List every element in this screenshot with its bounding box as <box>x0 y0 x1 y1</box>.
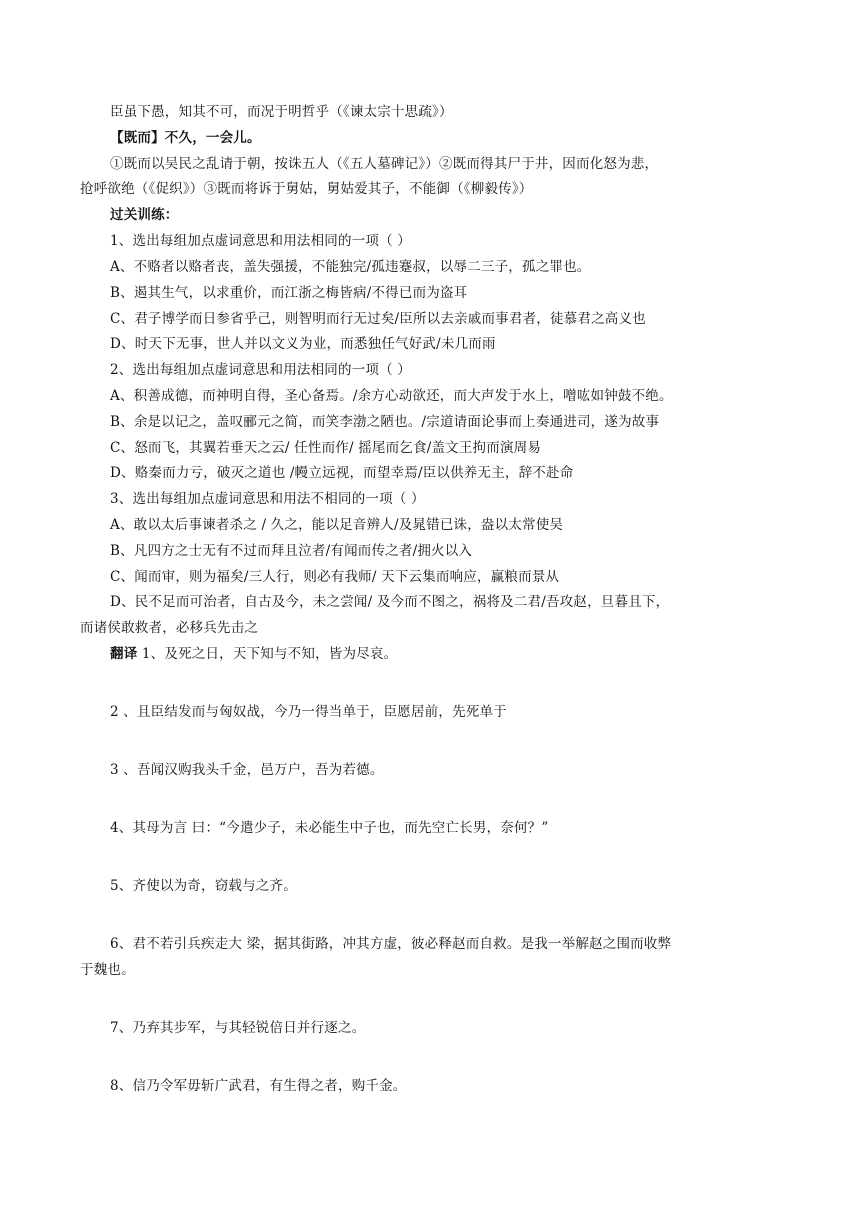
translation-item-6: 6、君不若引兵疾走大 梁，据其街路，冲其方虚，彼必释赵而自救。是我一举解赵之围而收弊 <box>110 936 672 952</box>
text-line: 抢呼欲绝（《促织》）③既而将诉于舅姑，舅姑爱其子，不能御（《柳毅传》） <box>80 181 533 197</box>
translation-item-8: 8、信乃令军毋斩广武君，有生得之者，购千金。 <box>110 1078 407 1094</box>
translation-item-1: 1、及死之日，天下知与不知，皆为尽哀。 <box>137 646 398 662</box>
option-c: C、君子博学而日参省乎己，则智明而行无过矣/臣所以去亲戚而事君者，徒慕君之高义也 <box>110 311 646 327</box>
translation-item-4: 4、其母为言 曰：“今遣少子，未必能生中子也，而先空亡长男，奈何？” <box>110 820 549 836</box>
option-a: A、积善成德，而神明自得，圣心备焉。/余方心动欲还，而大声发于水上，噌吰如钟鼓不绝。 <box>110 388 673 404</box>
question-3: 3、选出每组加点虚词意思和用法不相同的一项（ ） <box>110 491 425 507</box>
option-c: C、闻而审，则为福矣/三人行，则必有我师/ 天下云集而响应，赢粮而景从 <box>110 569 560 585</box>
option-b: B、遏其生气，以求重价，而江浙之梅皆病/不得已而为盗耳 <box>110 285 468 301</box>
translation-item-6-continued: 于魏也。 <box>80 962 135 978</box>
translation-item-3: 3 、吾闻汉购我头千金，邑万户，吾为若德。 <box>110 762 384 778</box>
translation-item-2: 2 、且臣结发而与匈奴战，今乃一得当单于，臣愿居前，先死单于 <box>110 704 507 720</box>
text-line: 臣虽下愚，知其不可，而况于明哲乎（《谏太宗十思疏》） <box>110 104 453 120</box>
option-b: B、余是以记之，盖叹郦元之简，而笑李渤之陋也。/宗道请面论事而上奏通进司，遂为故事 <box>110 414 660 430</box>
option-b: B、凡四方之士无有不过而拜且泣者/有闻而传之者/拥火以入 <box>110 543 473 559</box>
option-a: A、敢以太后事谏者杀之 / 久之，能以足音辨人/及晁错已诛，盎以太常使吴 <box>110 517 564 533</box>
translation-heading <box>110 645 397 663</box>
translation-label: 翻译 <box>110 646 138 662</box>
question-2: 2、选出每组加点虚词意思和用法相同的一项（ ） <box>110 362 411 378</box>
option-a: A、不赂者以赂者丧，盖失强援，不能独完/孤违蹇叔，以辱二三子，孤之罪也。 <box>110 259 591 275</box>
text-line: ①既而以吴民之乱请于朝，按诛五人（《五人墓碑记》）②既而得其尸于井，因而化怒为悲， <box>110 156 659 172</box>
translation-item-5: 5、齐使以为奇，窃载与之齐。 <box>110 878 297 894</box>
translation-item-7: 7、乃弃其步军，与其轻锐倍日并行逐之。 <box>110 1020 366 1036</box>
option-d: D、时天下无事，世人并以文义为业，而悉独任气好武/未几而雨 <box>110 336 496 352</box>
option-c: C、怒而飞，其翼若垂天之云/ 任性而作/ 摇尾而乞食/盖文王拘而演周易 <box>110 440 542 456</box>
option-d: D、赂秦而力亏，破灭之道也 /幔立远视，而望幸焉/臣以供养无主，辞不赴命 <box>110 465 574 481</box>
option-d: D、民不足而可治者，自古及今，未之尝闻/ 及今而不图之，祸将及二君/吾攻赵，旦暮且下， <box>110 594 670 610</box>
term-heading-jier: 【既而】不久，一会儿。 <box>110 130 261 146</box>
question-1: 1、选出每组加点虚词意思和用法相同的一项（ ） <box>110 233 411 249</box>
section-heading-practice: 过关训练： <box>110 207 179 223</box>
option-d-continued: 而诸侯敢救者，必移兵先击之 <box>80 620 259 636</box>
